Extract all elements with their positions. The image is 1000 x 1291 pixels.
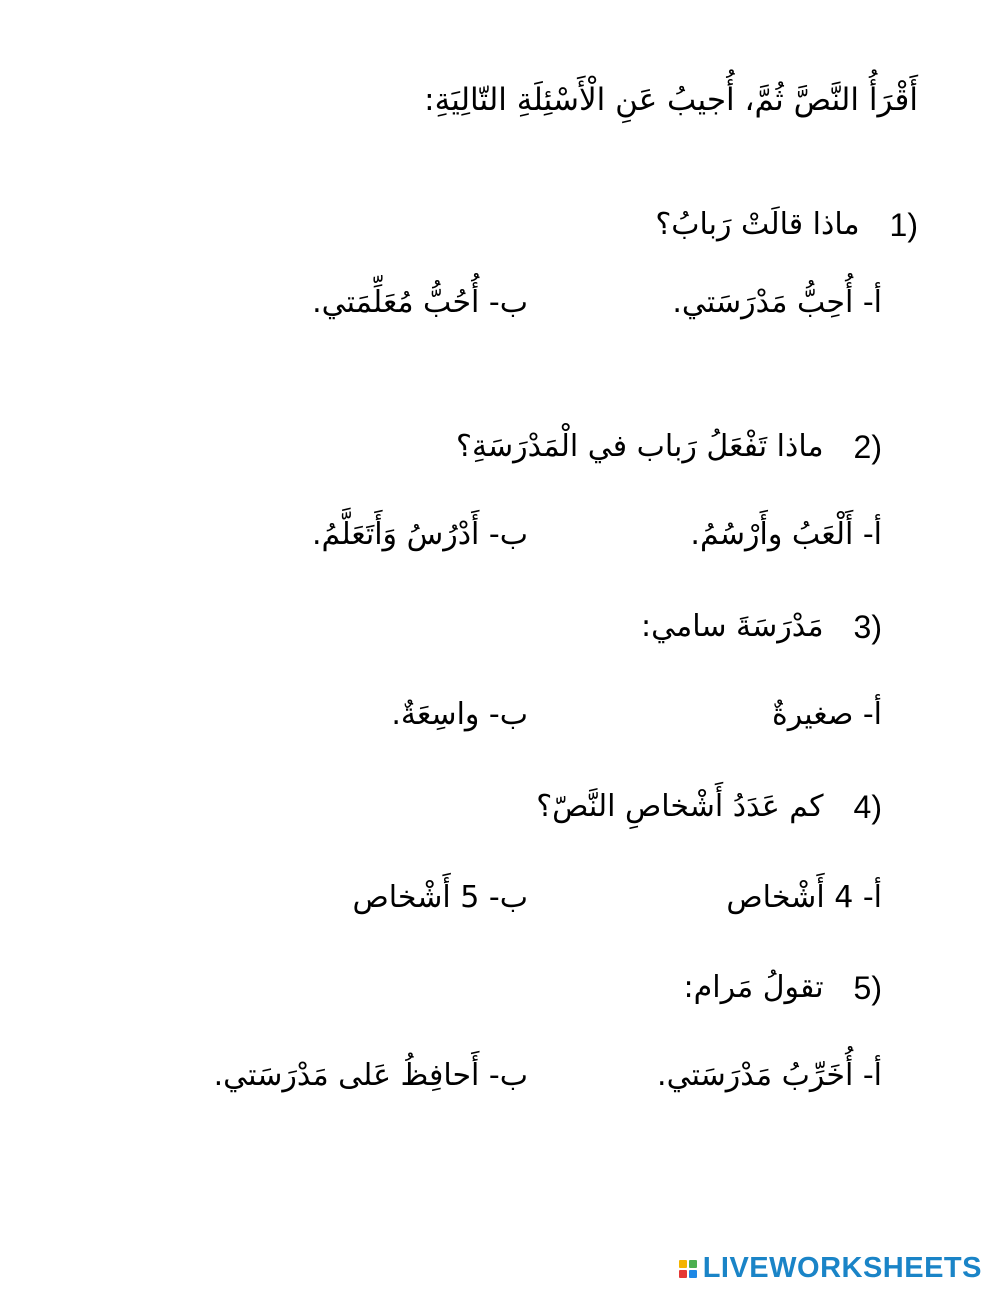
question-text: ماذا قالَتْ رَبابُ؟	[655, 207, 860, 242]
question-number: 2)	[853, 429, 882, 465]
question-4-option-a[interactable]: أ- 4 أَشْخاص	[726, 880, 882, 915]
question-number: 4)	[853, 789, 882, 825]
question-3-option-a[interactable]: أ- صغيرةٌ	[772, 697, 882, 732]
footer-branding	[679, 1252, 982, 1285]
question-text: مَدْرَسَةَ سامي:	[641, 609, 824, 644]
question-text: كم عَدَدُ أَشْخاصِ النَّصّ؟	[536, 789, 824, 824]
question-4	[536, 787, 882, 827]
question-5-option-b[interactable]: ب- أَحافِظُ عَلى مَدْرَسَتي.	[213, 1058, 528, 1093]
instruction-text: أَقْرَأُ النَّصَّ ثُمَّ، أُجيبُ عَنِ الْأَسْئِلَةِ التّالِيَةِ:	[424, 82, 918, 118]
question-text: ماذا تَفْعَلُ رَباب في الْمَدْرَسَةِ؟	[456, 429, 824, 464]
question-number: 5)	[853, 970, 882, 1006]
question-3	[641, 607, 882, 647]
liveworksheets-logo-icon	[679, 1260, 697, 1278]
logo-square	[679, 1270, 687, 1278]
question-2	[456, 427, 882, 467]
logo-square	[689, 1270, 697, 1278]
brand-name: LIVEWORKSHEETS	[702, 1252, 982, 1284]
logo-square	[679, 1260, 687, 1268]
question-2-option-b[interactable]: ب- أَدْرُسُ وَأَتَعَلَّمُ.	[311, 517, 528, 552]
question-number: 3)	[853, 609, 882, 645]
question-number: 1)	[889, 207, 918, 243]
logo-square	[689, 1260, 697, 1268]
question-1	[655, 205, 918, 245]
question-5	[684, 968, 882, 1008]
question-4-option-b[interactable]: ب- 5 أَشْخاص	[352, 880, 528, 915]
question-1-option-b[interactable]: ب- أُحُبُّ مُعَلِّمَتي.	[312, 285, 528, 320]
question-2-option-a[interactable]: أ- أَلْعَبُ وأَرْسُمُ.	[690, 517, 882, 552]
question-1-option-a[interactable]: أ- أُحِبُّ مَدْرَسَتي.	[672, 285, 882, 320]
question-text: تقولُ مَرام:	[683, 970, 824, 1005]
question-5-option-a[interactable]: أ- أُخَرِّبُ مَدْرَسَتي.	[657, 1058, 882, 1093]
question-3-option-b[interactable]: ب- واسِعَةٌ.	[391, 697, 528, 732]
